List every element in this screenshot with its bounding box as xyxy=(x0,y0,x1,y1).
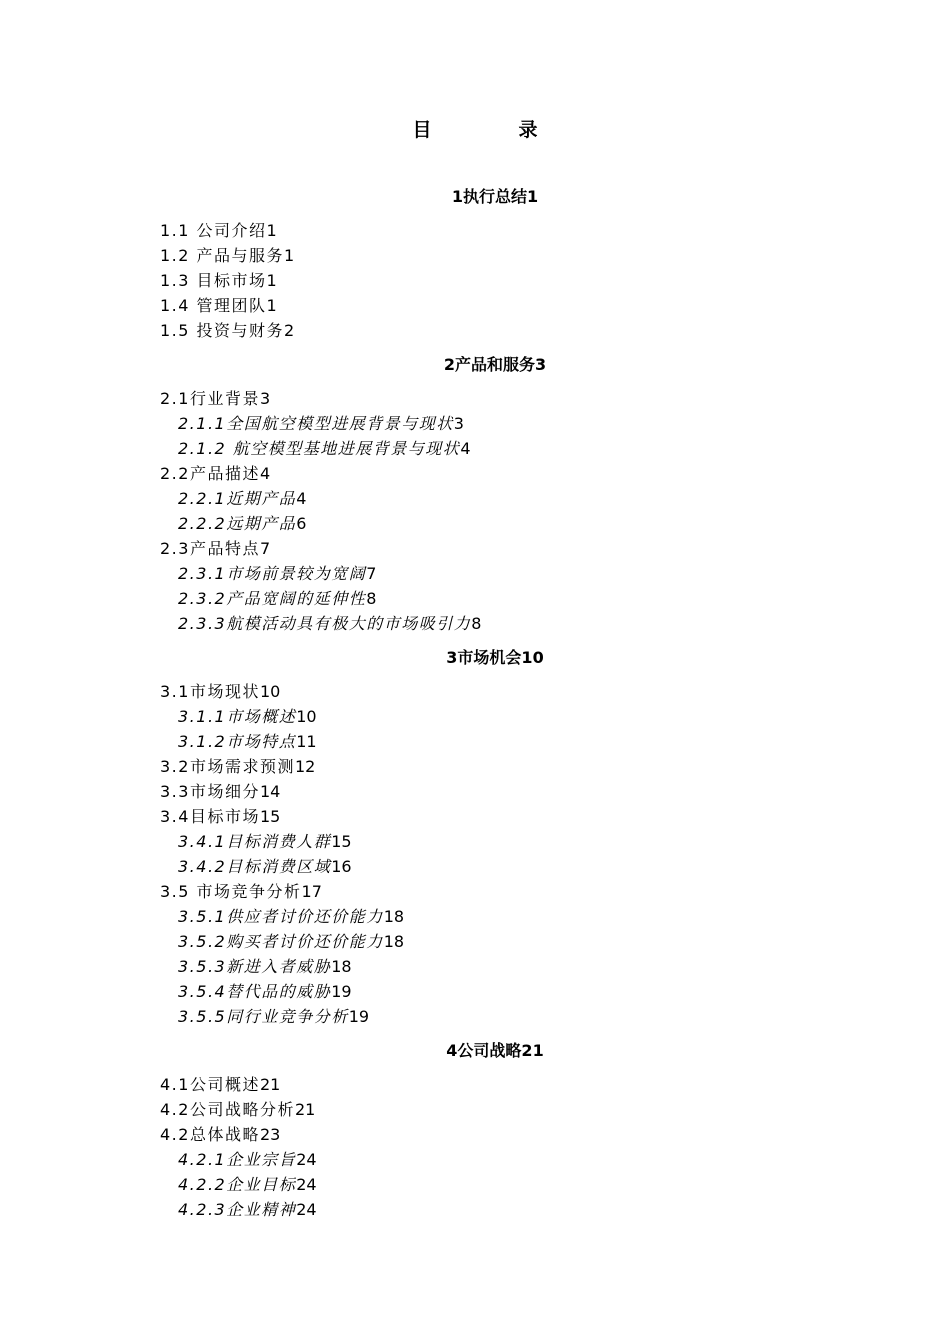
toc-entry-page: 2 xyxy=(284,321,295,340)
toc-entry[interactable] xyxy=(160,1122,800,1147)
toc-entry-page: 7 xyxy=(259,539,271,558)
toc-entry-page: 4 xyxy=(460,439,471,458)
toc-entry-text: 3.1.1市场概述 xyxy=(178,707,297,726)
toc-entry-page: 17 xyxy=(301,882,322,901)
toc-entry-text: 3.5.1供应者讨价还价能力 xyxy=(178,907,384,926)
toc-subentry[interactable] xyxy=(160,954,800,979)
toc-entry-page: 19 xyxy=(348,1007,370,1026)
toc-subentry[interactable] xyxy=(160,1172,800,1197)
toc-subentry[interactable] xyxy=(160,929,800,954)
toc-entry[interactable] xyxy=(160,268,800,293)
toc-entry-text: 1.2 产品与服务 xyxy=(160,246,285,265)
toc-entry-text: 1.4 管理团队 xyxy=(160,296,267,315)
toc-entry[interactable] xyxy=(160,293,800,318)
toc-entry-page: 1 xyxy=(266,296,277,315)
toc-entry[interactable] xyxy=(160,754,800,779)
toc-subentry[interactable] xyxy=(160,854,800,879)
toc-subentry[interactable] xyxy=(160,436,800,461)
toc-chapter-3[interactable]: 3市场机会10 xyxy=(446,648,544,667)
toc-entry-text: 4.2.1企业宗旨 xyxy=(178,1150,297,1169)
toc-entry-text: 3.5.3新进入者威胁 xyxy=(178,957,332,976)
toc-entry-text: 1.5 投资与财务 xyxy=(160,321,285,340)
toc-entry-text: 2.2.1近期产品 xyxy=(178,489,297,508)
toc-entry-text: 4.2.2企业目标 xyxy=(178,1175,297,1194)
toc-entry-page: 21 xyxy=(259,1075,281,1094)
toc-entry-page: 3 xyxy=(259,389,271,408)
toc-subentry[interactable] xyxy=(160,586,800,611)
toc-entry[interactable] xyxy=(160,243,800,268)
toc-entry-page: 1 xyxy=(266,271,277,290)
toc-entry[interactable] xyxy=(160,779,800,804)
toc-entry-text: 3.5 市场竞争分析 xyxy=(160,882,302,901)
toc-subentry[interactable] xyxy=(160,411,800,436)
toc-entry-text: 3.5.2购买者讨价还价能力 xyxy=(178,932,384,951)
toc-subentry[interactable] xyxy=(160,829,800,854)
toc-entry[interactable] xyxy=(160,386,800,411)
toc-entry-text: 4.2.3企业精神 xyxy=(178,1200,297,1219)
toc-entry-text: 3.1.2市场特点 xyxy=(178,732,297,751)
toc-subentry[interactable] xyxy=(160,979,800,1004)
toc-entry[interactable] xyxy=(160,318,800,343)
toc-subentry[interactable] xyxy=(160,704,800,729)
toc-entry-text: 4.2总体战略 xyxy=(160,1125,260,1144)
toc-chapter-2[interactable]: 2产品和服务3 xyxy=(443,355,547,374)
toc-subentry[interactable] xyxy=(160,561,800,586)
toc-entry-text: 3.5.4替代品的威胁 xyxy=(178,982,332,1001)
toc-entry-text: 3.1市场现状 xyxy=(160,682,260,701)
toc-entry-text: 3.5.5同行业竞争分析 xyxy=(178,1007,349,1026)
toc-entry-page: 4 xyxy=(259,464,271,483)
toc-entry-page: 3 xyxy=(453,414,464,433)
toc-entry-text: 2.2.2远期产品 xyxy=(178,514,297,533)
toc-subentry[interactable] xyxy=(160,511,800,536)
toc-subentry[interactable] xyxy=(160,904,800,929)
toc-entry-page: 18 xyxy=(383,932,405,951)
toc-entry-text: 3.3市场细分 xyxy=(160,782,260,801)
toc-entry-page: 8 xyxy=(471,614,482,633)
toc-chapter-3-entries xyxy=(160,679,800,1029)
toc-entry-page: 19 xyxy=(331,982,352,1001)
toc-entry[interactable] xyxy=(160,1072,800,1097)
toc-entry-page: 21 xyxy=(294,1100,316,1119)
toc-entry-page: 18 xyxy=(331,957,352,976)
toc-subentry[interactable] xyxy=(160,486,800,511)
toc-entry-page: 8 xyxy=(366,589,377,608)
toc-entry-text: 3.4目标市场 xyxy=(160,807,260,826)
toc-entry[interactable] xyxy=(160,879,800,904)
toc-entry-page: 14 xyxy=(259,782,281,801)
toc-entry-page: 24 xyxy=(296,1150,317,1169)
toc-subentry[interactable] xyxy=(160,1004,800,1029)
toc-entry-page: 15 xyxy=(259,807,281,826)
toc-entry-page: 10 xyxy=(296,707,317,726)
toc-entry-text: 3.4.1目标消费人群 xyxy=(178,832,332,851)
toc-entry-page: 1 xyxy=(284,246,295,265)
toc-entry-text: 3.4.2目标消费区域 xyxy=(178,857,332,876)
toc-entry-page: 6 xyxy=(296,514,307,533)
toc-entry-text: 2.3.1市场前景较为宽阔 xyxy=(178,564,367,583)
toc-chapter-4-entries xyxy=(160,1072,800,1222)
toc-entry-text: 2.3.2产品宽阔的延伸性 xyxy=(178,589,367,608)
toc-entry-text: 1.1 公司介绍 xyxy=(160,221,267,240)
toc-entry-page: 24 xyxy=(296,1200,317,1219)
toc-subentry[interactable] xyxy=(160,611,800,636)
toc-entry-page: 12 xyxy=(294,757,316,776)
toc-entry-page: 24 xyxy=(296,1175,317,1194)
toc-entry-page: 16 xyxy=(331,857,352,876)
toc-entry[interactable] xyxy=(160,679,800,704)
toc-entry-page: 15 xyxy=(331,832,352,851)
toc-subentry[interactable] xyxy=(160,1147,800,1172)
toc-entry-page: 7 xyxy=(366,564,377,583)
toc-entry-text: 4.1公司概述 xyxy=(160,1075,260,1094)
toc-entry-page: 23 xyxy=(259,1125,281,1144)
toc-entry[interactable] xyxy=(160,804,800,829)
toc-entry-text: 2.3.3航模活动具有极大的市场吸引力 xyxy=(178,614,472,633)
toc-entry-text: 2.1行业背景 xyxy=(160,389,260,408)
toc-entry[interactable] xyxy=(160,218,800,243)
toc-chapter-4[interactable]: 4公司战略21 xyxy=(446,1041,544,1060)
toc-subentry[interactable] xyxy=(160,729,800,754)
toc-chapter-2-entries xyxy=(160,386,800,636)
toc-entry-text: 2.1.1全国航空模型进展背景与现状 xyxy=(178,414,454,433)
toc-entry-text: 1.3 目标市场 xyxy=(160,271,267,290)
table-of-contents xyxy=(160,184,800,1222)
toc-entry[interactable] xyxy=(160,461,800,486)
toc-entry[interactable] xyxy=(160,536,800,561)
toc-chapter-1[interactable]: 1执行总结1 xyxy=(451,187,539,206)
toc-entry-text: 2.1.2 航空模型基地进展背景与现状 xyxy=(178,439,461,458)
toc-entry-text: 4.2公司战略分析 xyxy=(160,1100,295,1119)
toc-chapter-1-entries xyxy=(160,218,800,343)
toc-entry-page: 1 xyxy=(266,221,277,240)
toc-entry-page: 4 xyxy=(296,489,307,508)
toc-entry-text: 2.2产品描述 xyxy=(160,464,260,483)
toc-subentry[interactable] xyxy=(160,1197,800,1222)
toc-title: 目 录 xyxy=(412,119,572,141)
toc-entry-text: 3.2市场需求预测 xyxy=(160,757,295,776)
toc-entry-page: 10 xyxy=(259,682,281,701)
toc-entry-text: 2.3产品特点 xyxy=(160,539,260,558)
toc-entry-page: 11 xyxy=(296,732,317,751)
toc-entry-page: 18 xyxy=(383,907,405,926)
toc-entry[interactable] xyxy=(160,1097,800,1122)
